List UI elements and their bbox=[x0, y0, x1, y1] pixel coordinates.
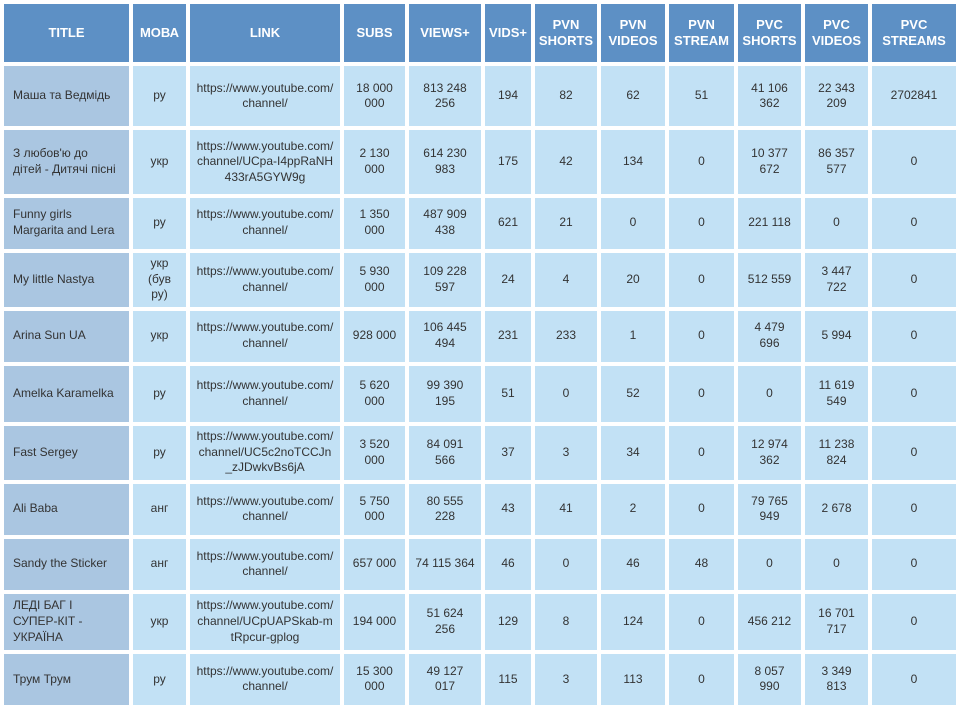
cell-vids_plus: 194 bbox=[485, 66, 531, 126]
cell-pvc_shorts: 0 bbox=[738, 539, 801, 590]
cell-mova: ру bbox=[133, 66, 186, 126]
cell-pvn_shorts: 0 bbox=[535, 366, 597, 422]
cell-pvn_shorts: 0 bbox=[535, 539, 597, 590]
cell-pvn_stream: 0 bbox=[669, 366, 734, 422]
cell-pvn_stream: 0 bbox=[669, 198, 734, 249]
cell-pvc_shorts: 456 212 bbox=[738, 594, 801, 650]
cell-views_plus: 99 390 195 bbox=[409, 366, 481, 422]
table-row bbox=[4, 539, 956, 590]
cell-pvn_shorts: 4 bbox=[535, 253, 597, 307]
cell-title: Трум Трум bbox=[4, 654, 129, 705]
cell-title: Fast Sergey bbox=[4, 426, 129, 480]
table-row bbox=[4, 594, 956, 650]
cell-subs: 5 620 000 bbox=[344, 366, 405, 422]
cell-pvn_videos: 134 bbox=[601, 130, 665, 193]
cell-pvn_videos: 20 bbox=[601, 253, 665, 307]
cell-pvn_videos: 2 bbox=[601, 484, 665, 535]
cell-pvc_streams: 0 bbox=[872, 311, 956, 362]
cell-pvc_streams: 0 bbox=[872, 484, 956, 535]
header-row bbox=[4, 4, 956, 62]
cell-subs: 18 000 000 bbox=[344, 66, 405, 126]
cell-mova: ру bbox=[133, 426, 186, 480]
cell-link[interactable]: https://www.youtube.com/channel/ bbox=[190, 484, 340, 535]
cell-pvc_shorts: 0 bbox=[738, 366, 801, 422]
cell-link[interactable]: https://www.youtube.com/channel/ bbox=[190, 198, 340, 249]
cell-views_plus: 614 230 983 bbox=[409, 130, 481, 193]
table-row bbox=[4, 654, 956, 705]
cell-pvc_videos: 0 bbox=[805, 198, 868, 249]
cell-pvc_shorts: 12 974 362 bbox=[738, 426, 801, 480]
cell-title: Маша та Ведмідь bbox=[4, 66, 129, 126]
cell-mova: укр bbox=[133, 594, 186, 650]
cell-pvn_videos: 34 bbox=[601, 426, 665, 480]
cell-subs: 194 000 bbox=[344, 594, 405, 650]
cell-pvn_shorts: 21 bbox=[535, 198, 597, 249]
cell-title: Funny girls Margarita and Lera bbox=[4, 198, 129, 249]
cell-link[interactable]: https://www.youtube.com/channel/UCpUAPSkab-mtRpcur-gplog bbox=[190, 594, 340, 650]
table-row bbox=[4, 311, 956, 362]
cell-subs: 2 130 000 bbox=[344, 130, 405, 193]
cell-pvn_videos: 1 bbox=[601, 311, 665, 362]
cell-views_plus: 84 091 566 bbox=[409, 426, 481, 480]
cell-subs: 5 930 000 bbox=[344, 253, 405, 307]
cell-mova: укр (був ру) bbox=[133, 253, 186, 307]
cell-subs: 657 000 bbox=[344, 539, 405, 590]
cell-mova: анг bbox=[133, 539, 186, 590]
cell-pvc_videos: 3 447 722 bbox=[805, 253, 868, 307]
cell-pvc_streams: 0 bbox=[872, 198, 956, 249]
cell-link[interactable]: https://www.youtube.com/channel/ bbox=[190, 66, 340, 126]
cell-pvn_stream: 0 bbox=[669, 253, 734, 307]
cell-link[interactable]: https://www.youtube.com/channel/ bbox=[190, 253, 340, 307]
cell-pvc_videos: 86 357 577 bbox=[805, 130, 868, 193]
cell-pvc_shorts: 79 765 949 bbox=[738, 484, 801, 535]
cell-pvn_stream: 0 bbox=[669, 654, 734, 705]
table-row bbox=[4, 366, 956, 422]
cell-pvn_stream: 51 bbox=[669, 66, 734, 126]
cell-subs: 5 750 000 bbox=[344, 484, 405, 535]
cell-vids_plus: 46 bbox=[485, 539, 531, 590]
column-header-views_plus: VIEWS+ bbox=[409, 4, 481, 62]
cell-pvc_streams: 0 bbox=[872, 366, 956, 422]
cell-pvc_shorts: 221 118 bbox=[738, 198, 801, 249]
table-row bbox=[4, 66, 956, 126]
column-header-link: LINK bbox=[190, 4, 340, 62]
column-header-pvn_videos: PVN VIDEOS bbox=[601, 4, 665, 62]
cell-pvc_streams: 0 bbox=[872, 253, 956, 307]
cell-views_plus: 49 127 017 bbox=[409, 654, 481, 705]
column-header-pvc_videos: PVC VIDEOS bbox=[805, 4, 868, 62]
cell-title: Arina Sun UA bbox=[4, 311, 129, 362]
cell-pvc_shorts: 4 479 696 bbox=[738, 311, 801, 362]
table-row bbox=[4, 130, 956, 193]
cell-subs: 1 350 000 bbox=[344, 198, 405, 249]
cell-pvn_videos: 46 bbox=[601, 539, 665, 590]
cell-views_plus: 487 909 438 bbox=[409, 198, 481, 249]
cell-title: ЛЕДІ БАГ І СУПЕР-КІТ - УКРАЇНА bbox=[4, 594, 129, 650]
cell-pvc_videos: 2 678 bbox=[805, 484, 868, 535]
cell-vids_plus: 175 bbox=[485, 130, 531, 193]
cell-subs: 3 520 000 bbox=[344, 426, 405, 480]
cell-link[interactable]: https://www.youtube.com/channel/ bbox=[190, 366, 340, 422]
cell-pvn_stream: 0 bbox=[669, 311, 734, 362]
cell-pvn_stream: 0 bbox=[669, 130, 734, 193]
cell-pvn_shorts: 3 bbox=[535, 654, 597, 705]
cell-mova: ру bbox=[133, 366, 186, 422]
cell-vids_plus: 621 bbox=[485, 198, 531, 249]
cell-pvn_stream: 0 bbox=[669, 594, 734, 650]
cell-pvc_videos: 11 619 549 bbox=[805, 366, 868, 422]
cell-views_plus: 106 445 494 bbox=[409, 311, 481, 362]
cell-pvc_videos: 5 994 bbox=[805, 311, 868, 362]
table-header bbox=[4, 4, 956, 62]
cell-mova: укр bbox=[133, 311, 186, 362]
cell-pvc_shorts: 512 559 bbox=[738, 253, 801, 307]
cell-link[interactable]: https://www.youtube.com/channel/ bbox=[190, 539, 340, 590]
cell-pvc_shorts: 10 377 672 bbox=[738, 130, 801, 193]
cell-title: Ali Baba bbox=[4, 484, 129, 535]
cell-pvn_videos: 62 bbox=[601, 66, 665, 126]
cell-pvc_videos: 16 701 717 bbox=[805, 594, 868, 650]
cell-mova: ру bbox=[133, 654, 186, 705]
cell-pvn_stream: 0 bbox=[669, 484, 734, 535]
column-header-pvc_streams: PVC STREAMS bbox=[872, 4, 956, 62]
cell-pvc_videos: 0 bbox=[805, 539, 868, 590]
table-row bbox=[4, 253, 956, 307]
cell-pvn_shorts: 42 bbox=[535, 130, 597, 193]
column-header-title: TITLE bbox=[4, 4, 129, 62]
cell-pvn_videos: 124 bbox=[601, 594, 665, 650]
cell-views_plus: 109 228 597 bbox=[409, 253, 481, 307]
cell-pvn_videos: 52 bbox=[601, 366, 665, 422]
cell-pvn_stream: 48 bbox=[669, 539, 734, 590]
cell-subs: 928 000 bbox=[344, 311, 405, 362]
table-row bbox=[4, 198, 956, 249]
cell-mova: анг bbox=[133, 484, 186, 535]
cell-mova: укр bbox=[133, 130, 186, 193]
column-header-pvc_shorts: PVC SHORTS bbox=[738, 4, 801, 62]
table-body bbox=[4, 66, 956, 705]
cell-pvn_videos: 113 bbox=[601, 654, 665, 705]
cell-views_plus: 80 555 228 bbox=[409, 484, 481, 535]
cell-pvc_streams: 0 bbox=[872, 130, 956, 193]
cell-vids_plus: 115 bbox=[485, 654, 531, 705]
cell-pvc_videos: 11 238 824 bbox=[805, 426, 868, 480]
cell-mova: ру bbox=[133, 198, 186, 249]
cell-pvn_videos: 0 bbox=[601, 198, 665, 249]
cell-pvn_shorts: 233 bbox=[535, 311, 597, 362]
cell-pvc_shorts: 41 106 362 bbox=[738, 66, 801, 126]
column-header-pvn_stream: PVN STREAM bbox=[669, 4, 734, 62]
cell-pvc_videos: 3 349 813 bbox=[805, 654, 868, 705]
cell-vids_plus: 43 bbox=[485, 484, 531, 535]
cell-link[interactable]: https://www.youtube.com/channel/ bbox=[190, 311, 340, 362]
cell-link[interactable]: https://www.youtube.com/channel/UC5c2noTCCJn_zJDwkvBs6jA bbox=[190, 426, 340, 480]
cell-link[interactable]: https://www.youtube.com/channel/UCpa-I4ppRaNH433rA5GYW9g bbox=[190, 130, 340, 193]
cell-views_plus: 813 248 256 bbox=[409, 66, 481, 126]
table-row bbox=[4, 484, 956, 535]
cell-pvn_shorts: 41 bbox=[535, 484, 597, 535]
cell-vids_plus: 129 bbox=[485, 594, 531, 650]
cell-views_plus: 51 624 256 bbox=[409, 594, 481, 650]
cell-subs: 15 300 000 bbox=[344, 654, 405, 705]
cell-pvc_streams: 0 bbox=[872, 594, 956, 650]
cell-title: З любов'ю до дітей - Дитячі пісні bbox=[4, 130, 129, 193]
cell-vids_plus: 231 bbox=[485, 311, 531, 362]
cell-views_plus: 74 115 364 bbox=[409, 539, 481, 590]
column-header-mova: МОВА bbox=[133, 4, 186, 62]
cell-pvc_videos: 22 343 209 bbox=[805, 66, 868, 126]
cell-pvn_shorts: 8 bbox=[535, 594, 597, 650]
cell-pvc_streams: 2702841 bbox=[872, 66, 956, 126]
cell-pvn_shorts: 3 bbox=[535, 426, 597, 480]
column-header-subs: SUBS bbox=[344, 4, 405, 62]
table-row bbox=[4, 426, 956, 480]
column-header-vids_plus: VIDS+ bbox=[485, 4, 531, 62]
cell-vids_plus: 51 bbox=[485, 366, 531, 422]
cell-pvn_stream: 0 bbox=[669, 426, 734, 480]
cell-pvc_shorts: 8 057 990 bbox=[738, 654, 801, 705]
column-header-pvn_shorts: PVN SHORTS bbox=[535, 4, 597, 62]
cell-pvc_streams: 0 bbox=[872, 654, 956, 705]
cell-title: Sandy the Sticker bbox=[4, 539, 129, 590]
cell-title: Amelka Karamelka bbox=[4, 366, 129, 422]
cell-pvc_streams: 0 bbox=[872, 539, 956, 590]
cell-vids_plus: 37 bbox=[485, 426, 531, 480]
cell-link[interactable]: https://www.youtube.com/channel/ bbox=[190, 654, 340, 705]
cell-vids_plus: 24 bbox=[485, 253, 531, 307]
cell-pvn_shorts: 82 bbox=[535, 66, 597, 126]
cell-pvc_streams: 0 bbox=[872, 426, 956, 480]
cell-title: My little Nastya bbox=[4, 253, 129, 307]
